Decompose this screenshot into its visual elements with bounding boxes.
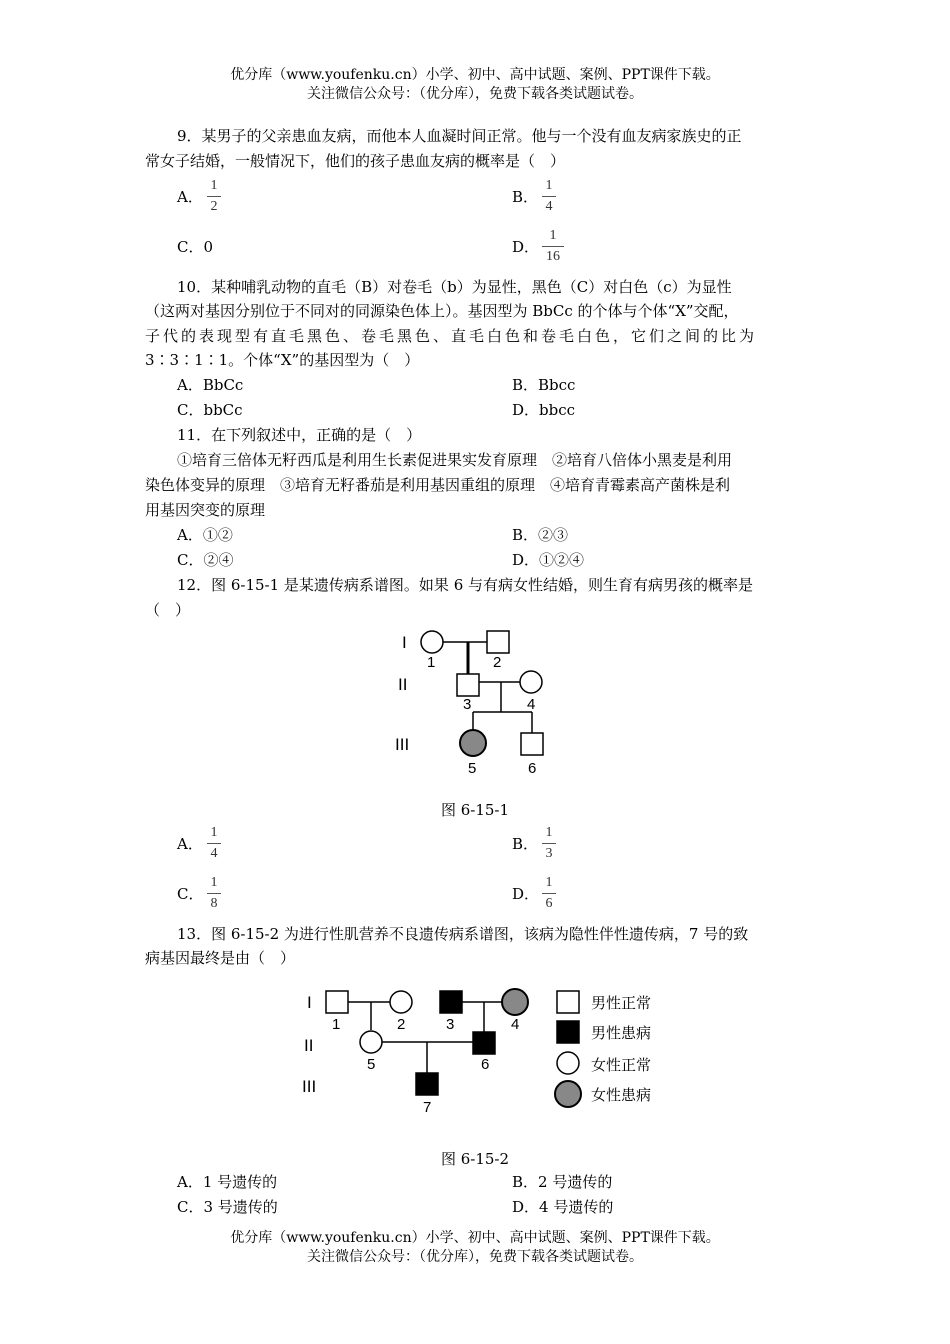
ped2-gen-label-2: II bbox=[304, 1036, 314, 1055]
q10-option-d: D．bbcc bbox=[512, 401, 576, 419]
ped1-number-3: 3 bbox=[463, 696, 472, 713]
legend-male-normal-icon bbox=[557, 991, 579, 1013]
q12-option-b-label: B． bbox=[512, 835, 539, 853]
q13-line-1: 13．图 6-15-2 为进行性肌营养不良遗传病系谱图，该病为隐性伴性遗传病，7 号的致 bbox=[177, 925, 749, 943]
ped1-number-6: 6 bbox=[528, 760, 537, 777]
q12-option-c-label: C． bbox=[177, 885, 204, 903]
q9-option-b-fraction bbox=[542, 178, 556, 215]
legend-female-normal-icon bbox=[557, 1052, 579, 1074]
legend-male-normal-label: 男性正常 bbox=[591, 995, 652, 1012]
ped2-individual-7 bbox=[416, 1073, 438, 1095]
pedigree-6-15-2 bbox=[295, 982, 675, 1122]
ped2-number-2: 2 bbox=[397, 1016, 406, 1033]
ped2-number-5: 5 bbox=[367, 1056, 376, 1073]
q9-option-c: C．0 bbox=[177, 238, 214, 256]
q9-b-denominator: 4 bbox=[545, 199, 553, 214]
q11-option-c: C．②④ bbox=[177, 551, 234, 569]
ped2-gen-label-3: III bbox=[302, 1077, 317, 1096]
legend-female-affected-icon bbox=[555, 1081, 581, 1107]
q9-a-numerator: 1 bbox=[210, 178, 218, 193]
ped2-number-3: 3 bbox=[446, 1016, 455, 1033]
q12-option-a-fraction bbox=[207, 825, 221, 862]
legend-male-affected-label: 男性患病 bbox=[591, 1025, 652, 1042]
q10-option-a: A．BbCc bbox=[177, 376, 244, 394]
q9-line-1: 9．某男子的父亲患血友病，而他本人血凝时间正常。他与一个没有血友病家族史的正 bbox=[177, 127, 742, 145]
q9-d-numerator: 1 bbox=[549, 228, 557, 243]
q12-option-a-label: A． bbox=[177, 835, 203, 853]
q10-line-3: 子代的表现型有直毛黑色、卷毛黑色、直毛白色和卷毛白色，它们之间的比为 bbox=[145, 327, 758, 345]
q12-option-d-label: D． bbox=[512, 885, 540, 903]
ped2-individual-6 bbox=[473, 1032, 495, 1054]
ped1-individual-1 bbox=[421, 631, 443, 653]
q9-b-numerator: 1 bbox=[545, 178, 553, 193]
q9-option-d-fraction bbox=[542, 228, 564, 265]
q12-line-1: 12．图 6-15-1 是某遗传病系谱图。如果 6 与有病女性结婚，则生育有病男孩的概率是 bbox=[177, 576, 754, 594]
q9-option-a-fraction bbox=[207, 178, 221, 215]
q10-option-b: B．Bbcc bbox=[512, 376, 576, 394]
q9-line-2: 常女子结婚，一般情况下，他们的孩子患血友病的概率是（ ） bbox=[145, 152, 566, 170]
q12-c-denominator: 8 bbox=[210, 896, 218, 911]
legend-female-affected-label: 女性患病 bbox=[591, 1087, 652, 1104]
ped2-number-1: 1 bbox=[332, 1016, 341, 1033]
q12-option-b-fraction bbox=[542, 825, 556, 862]
ped2-number-6: 6 bbox=[481, 1056, 490, 1073]
ped2-individual-5 bbox=[360, 1031, 382, 1053]
footer-line-1: 优分库（www.youfenku.cn）小学、初中、高中试题、案例、PPT课件下载。 bbox=[230, 1230, 720, 1246]
legend-male-affected-icon bbox=[557, 1021, 579, 1043]
q13-option-b: B．2 号遗传的 bbox=[512, 1173, 613, 1191]
q12-option-c-fraction bbox=[207, 875, 221, 912]
ped1-number-4: 4 bbox=[527, 696, 536, 713]
q12-option-d-fraction bbox=[542, 875, 556, 912]
ped1-gen-label-1: I bbox=[402, 633, 407, 652]
ped1-gen-label-3: III bbox=[395, 735, 410, 754]
ped1-gen-label-2: II bbox=[398, 675, 408, 694]
footer-line-2: 关注微信公众号：（优分库），免费下载各类试题试卷。 bbox=[307, 1249, 643, 1265]
q9-option-d-label: D． bbox=[512, 238, 540, 256]
q13-line-2: 病基因最终是由（ ） bbox=[145, 949, 296, 967]
q11-line-3: 染色体变异的原理 ③培育无籽番茄是利用基因重组的原理 ④培育青霉素高产菌株是利 bbox=[145, 476, 731, 494]
ped1-individual-6 bbox=[521, 733, 543, 755]
q10-line-1: 10．某种哺乳动物的直毛（B）对卷毛（b）为显性，黑色（C）对白色（c）为显性 bbox=[177, 278, 732, 296]
q9-option-b-label: B． bbox=[512, 188, 539, 206]
q9-a-denominator: 2 bbox=[210, 199, 218, 214]
ped2-individual-2 bbox=[390, 991, 412, 1013]
q12-c-numerator: 1 bbox=[210, 875, 218, 890]
ped2-individual-4 bbox=[502, 989, 528, 1015]
q13-option-d: D．4 号遗传的 bbox=[512, 1198, 614, 1216]
ped1-number-2: 2 bbox=[493, 654, 502, 671]
header-line-1: 优分库（www.youfenku.cn）小学、初中、高中试题、案例、PPT课件下载。 bbox=[230, 67, 720, 83]
ped2-number-7: 7 bbox=[423, 1099, 432, 1116]
q11-option-b: B．②③ bbox=[512, 526, 569, 544]
ped2-individual-3 bbox=[440, 991, 462, 1013]
q9-d-denominator: 16 bbox=[546, 249, 560, 264]
figure-caption-6-15-1: 图 6-15-1 bbox=[440, 801, 510, 819]
q11-line-4: 用基因突变的原理 bbox=[145, 501, 266, 519]
q12-b-numerator: 1 bbox=[545, 825, 553, 840]
q12-a-numerator: 1 bbox=[210, 825, 218, 840]
q13-option-a: A．1 号遗传的 bbox=[177, 1173, 278, 1191]
ped1-number-5: 5 bbox=[468, 760, 477, 777]
ped2-individual-1 bbox=[326, 991, 348, 1013]
ped1-individual-5 bbox=[460, 730, 486, 756]
q12-b-denominator: 3 bbox=[545, 846, 553, 861]
q12-line-2: （ ） bbox=[145, 601, 191, 619]
ped2-number-4: 4 bbox=[511, 1016, 520, 1033]
figure-caption-6-15-2: 图 6-15-2 bbox=[440, 1150, 510, 1168]
ped1-individual-3 bbox=[457, 674, 479, 696]
q11-line-1: 11．在下列叙述中，正确的是（ ） bbox=[177, 426, 422, 444]
q12-d-numerator: 1 bbox=[545, 875, 553, 890]
q11-option-d: D．①②④ bbox=[512, 551, 585, 569]
q13-option-c: C．3 号遗传的 bbox=[177, 1198, 278, 1216]
pedigree-6-15-1 bbox=[380, 622, 570, 782]
legend-female-normal-label: 女性正常 bbox=[591, 1057, 652, 1074]
ped2-gen-label-1: I bbox=[307, 993, 312, 1012]
q12-a-denominator: 4 bbox=[210, 846, 218, 861]
ped1-individual-2 bbox=[487, 631, 509, 653]
q9-option-a-label: A． bbox=[177, 188, 203, 206]
q12-d-denominator: 6 bbox=[545, 896, 553, 911]
q10-line-2: （这两对基因分别位于不同对的同源染色体上）。基因型为 BbCc 的个体与个体“X”交配， bbox=[145, 302, 739, 320]
q11-line-2: ①培育三倍体无籽西瓜是利用生长素促进果实发育原理 ②培育八倍体小黑麦是利用 bbox=[177, 451, 733, 469]
ped1-number-1: 1 bbox=[427, 654, 436, 671]
q10-line-4: 3∶3∶1∶1。个体“X”的基因型为（ ） bbox=[145, 351, 420, 369]
header-line-2: 关注微信公众号：（优分库），免费下载各类试题试卷。 bbox=[307, 86, 643, 102]
q11-option-a: A．①② bbox=[177, 526, 233, 544]
q10-option-c: C．bbCc bbox=[177, 401, 243, 419]
ped1-individual-4 bbox=[520, 671, 542, 693]
